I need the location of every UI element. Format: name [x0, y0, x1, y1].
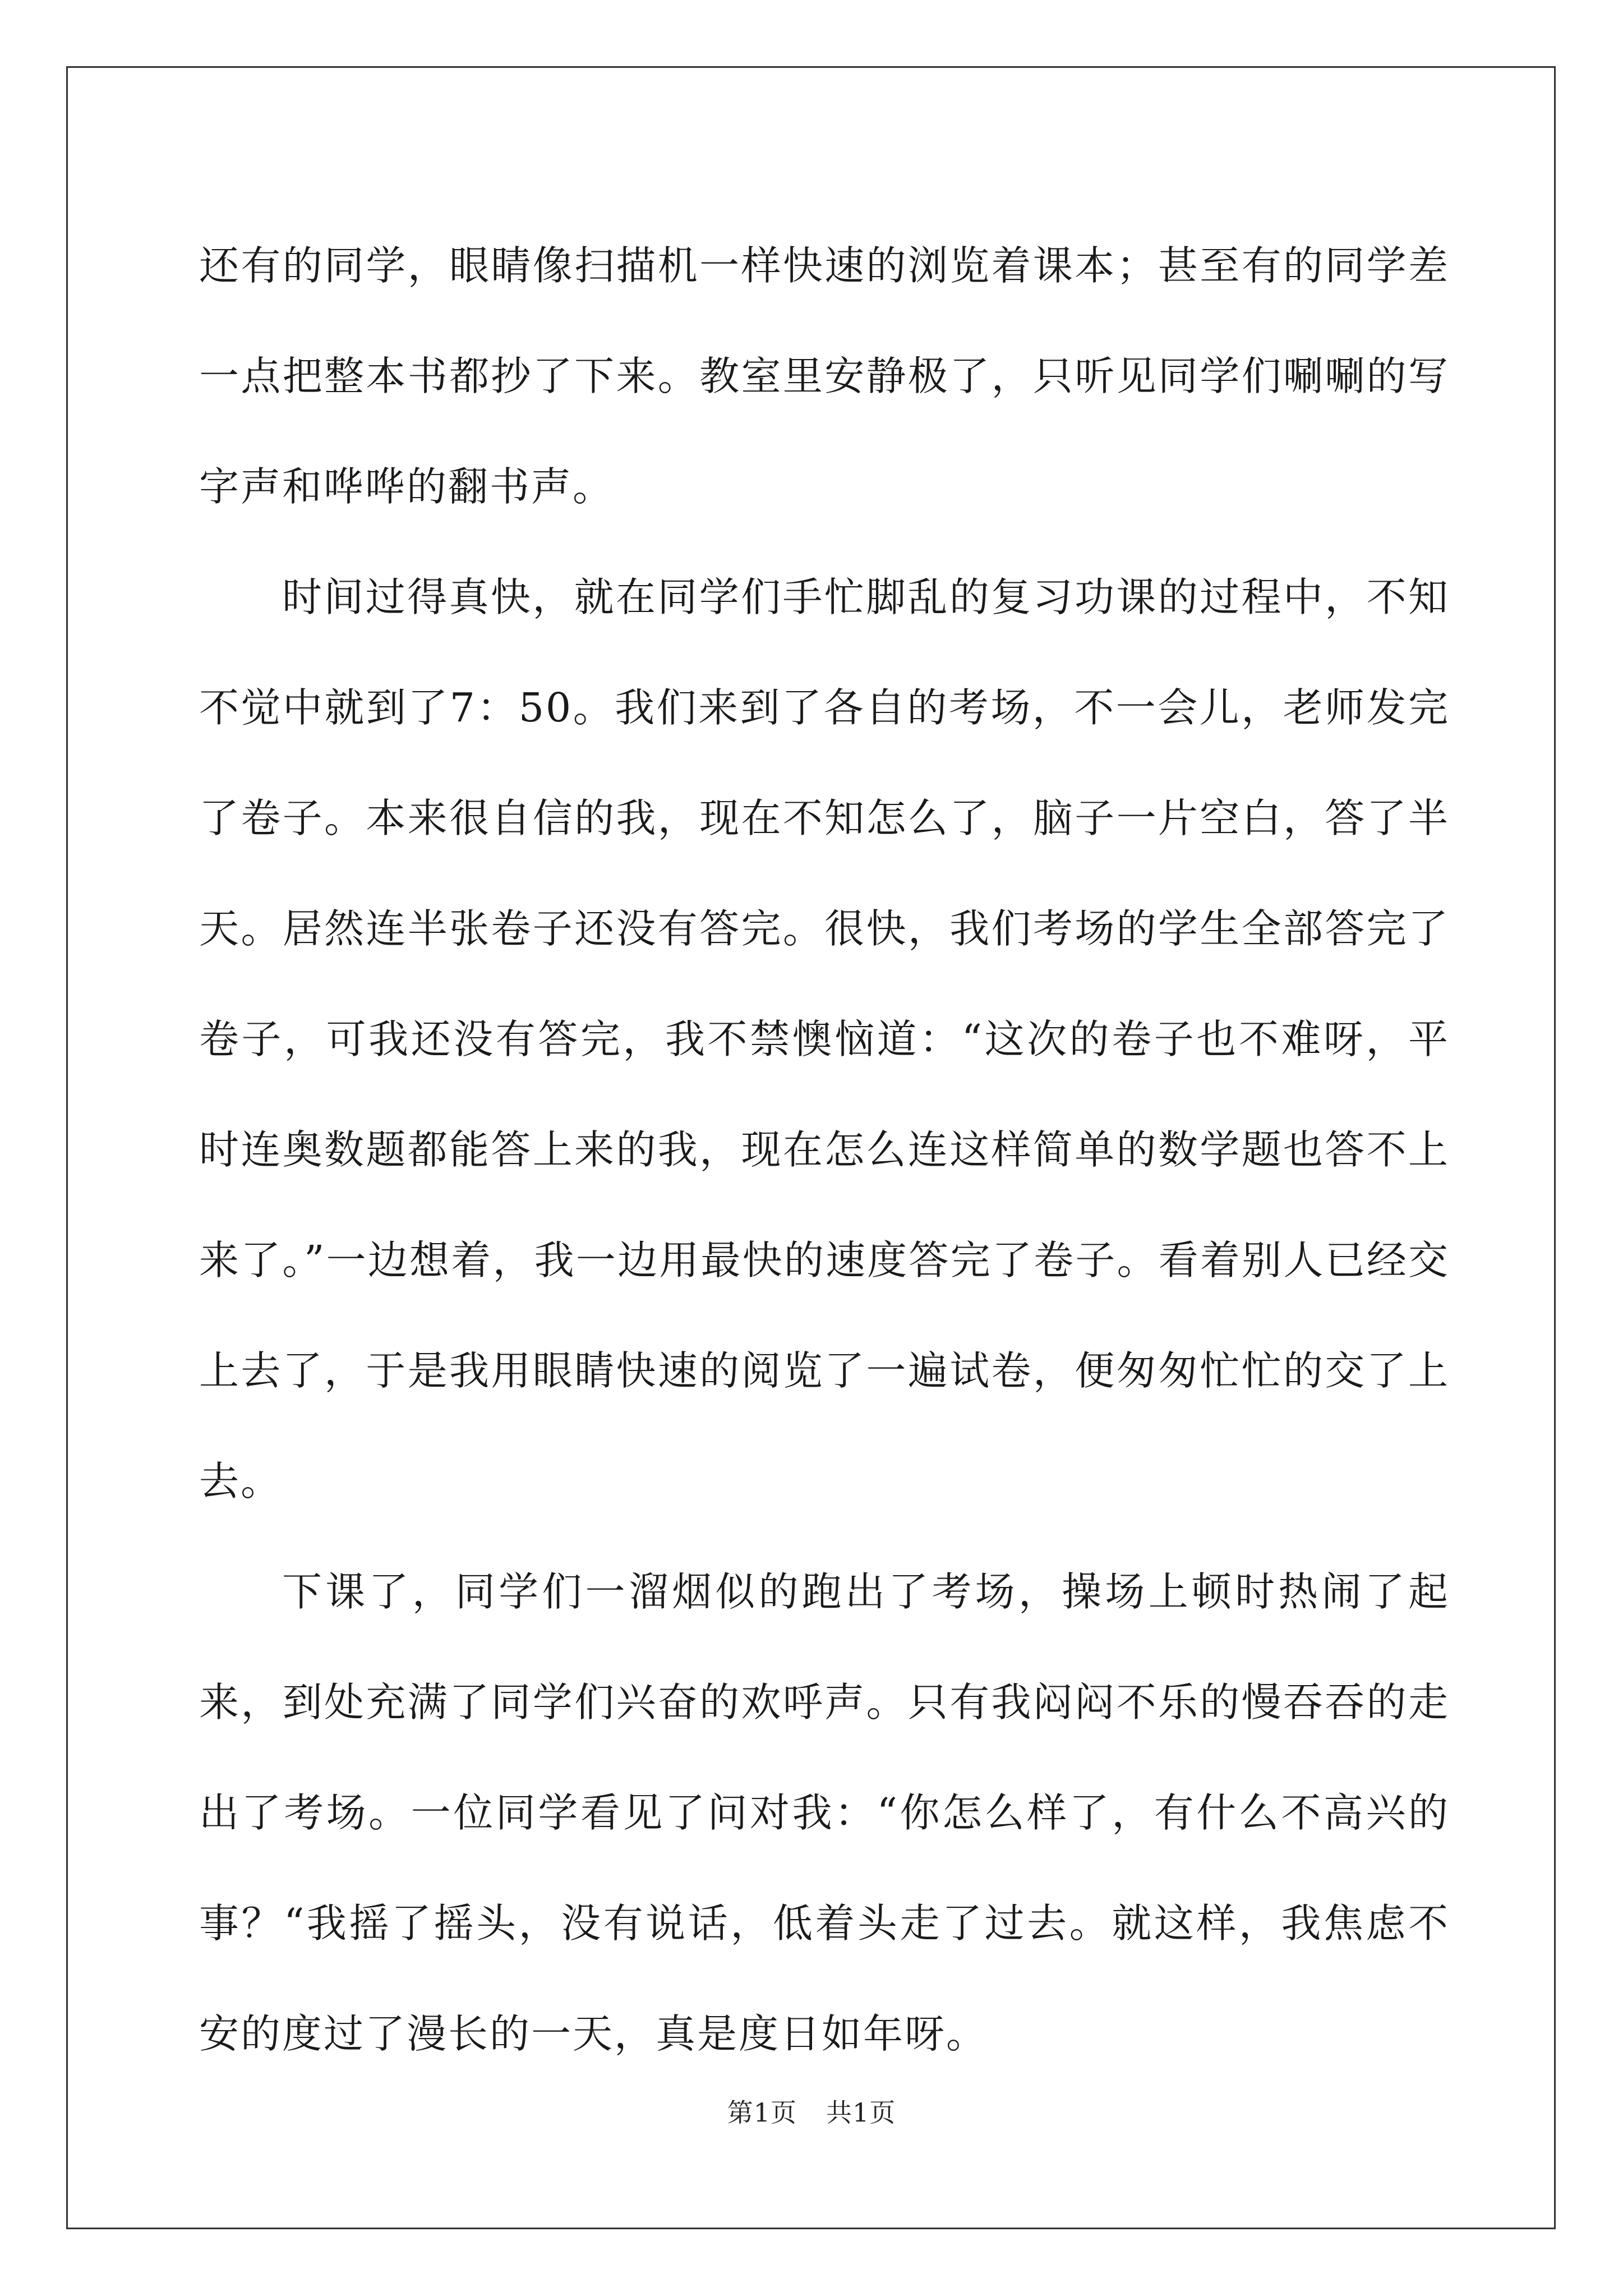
page-number-current: 第1页	[727, 2097, 797, 2128]
paragraph-2: 时间过得真快，就在同学们手忙脚乱的复习功课的过程中，不知不觉中就到了7：50。我们来到了各自的考场，不一会儿，老师发完了卷子。本来很自信的我，现在不知怎么了，脑子一片空白，答了半天。居然连半张卷子还没有答完。很快，我们考场的学生全部答完了卷子，可我还没有答完，我不禁懊恼道：“这次的卷子也不难呀，平时连奥数题都能答上来的我，现在怎么连这样简单的数学题也答不上来了。”一边想着，我一边用最快的速度答完了卷子。看着别人已经交上去了，于是我用眼睛快速的阅览了一遍试卷，便匆匆忙忙的交了上去。	[199, 574, 1450, 1504]
document-body	[199, 210, 1450, 2089]
paragraph-3: 下课了，同学们一溜烟似的跑出了考场，操场上顿时热闹了起来，到处充满了同学们兴奋的欢呼声。只有我闷闷不乐的慢吞吞的走出了考场。一位同学看见了问对我：“你怎么样了，有什么不高兴的事？“我摇了摇头，没有说话，低着头走了过去。就这样，我焦虑不安的度过了漫长的一天，真是度日如年呀。	[199, 1568, 1450, 2057]
paragraph-1: 还有的同学，眼睛像扫描机一样快速的浏览着课本；甚至有的同学差一点把整本书都抄了下来。教室里安静极了，只听见同学们唰唰的写字声和哗哗的翻书声。	[199, 242, 1450, 510]
page-footer	[0, 2092, 1623, 2129]
page-number-total: 共1页	[826, 2097, 896, 2128]
